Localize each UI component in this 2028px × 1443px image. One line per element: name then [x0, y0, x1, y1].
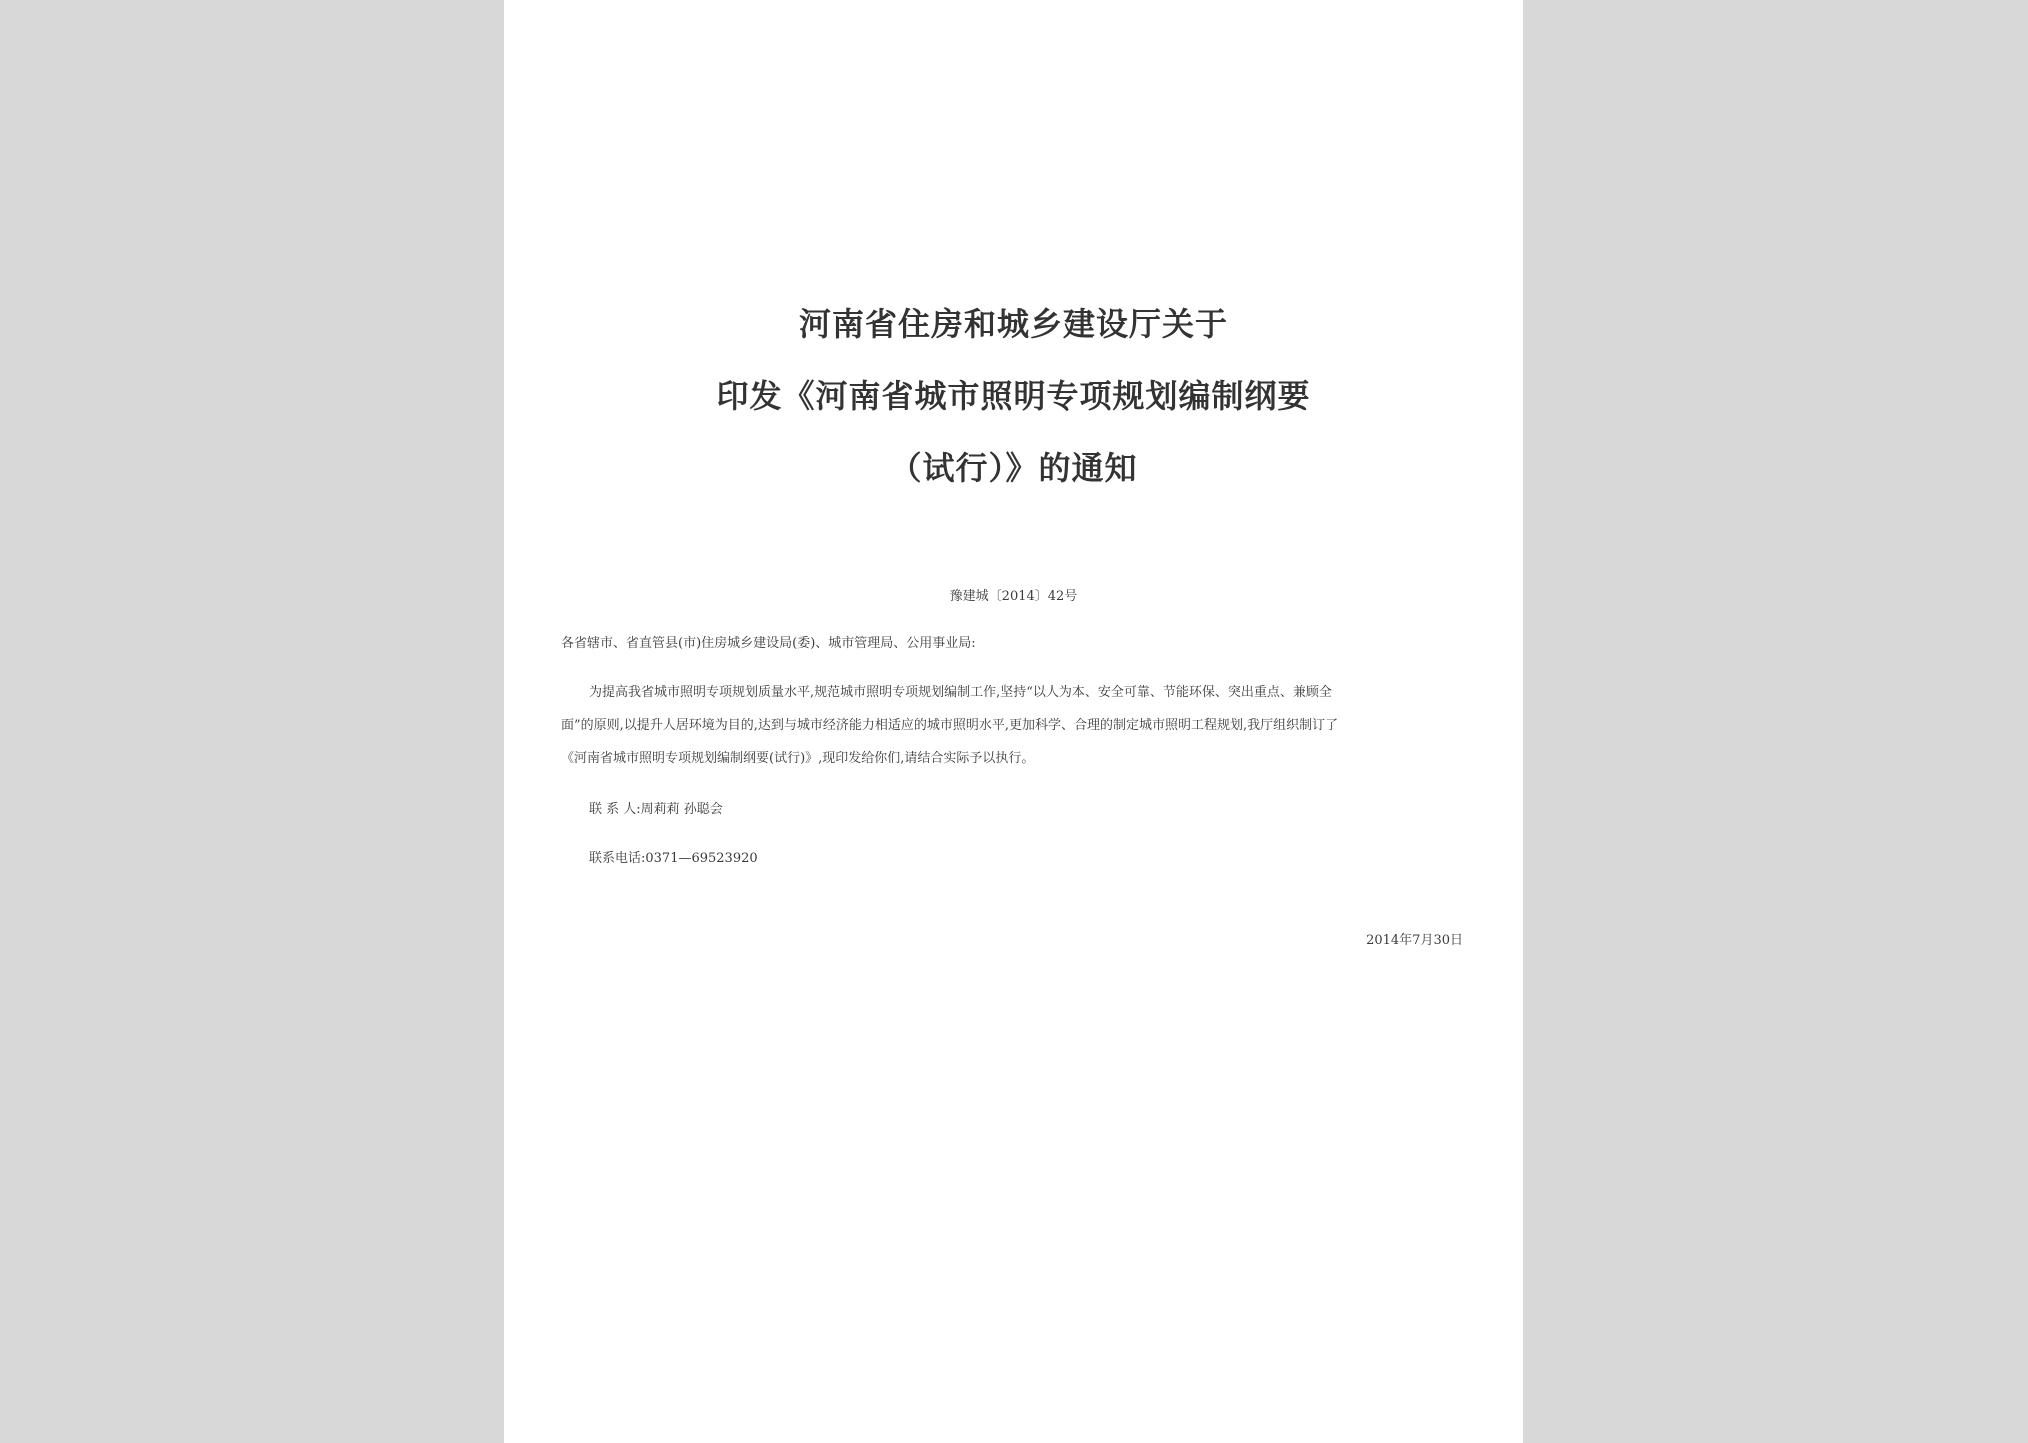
issue-date: 2014年7月30日: [1366, 933, 1463, 948]
document-title: [504, 288, 1523, 504]
contact-person: 联 系 人:周莉莉 孙聪会: [589, 802, 723, 817]
title-line: 印发《河南省城市照明专项规划编制纲要: [716, 377, 1311, 415]
body-line: 为提高我省城市照明专项规划质量水平,规范城市照明专项规划编制工作,坚持“以人为本、安全可靠、节能环保、突出重点、兼顾全: [589, 685, 1332, 700]
body-line: 面”的原则,以提升人居环境为目的,达到与城市经济能力相适应的城市照明水平,更加科学、合理的制定城市照明工程规划,我厅组织制订了: [561, 718, 1339, 733]
title-line: 河南省住房和城乡建设厅关于: [798, 305, 1228, 343]
title-line: （试行）》的通知: [889, 449, 1138, 487]
document-page: [504, 0, 1523, 1443]
document-number: 豫建城〔2014〕42号: [949, 589, 1078, 604]
body-paragraph: [561, 676, 1441, 775]
contact-phone: 联系电话:0371—69523920: [589, 851, 758, 866]
body-line: 《河南省城市照明专项规划编制纲要(试行)》,现印发给你们,请结合实际予以执行。: [561, 751, 1035, 766]
recipients-line: 各省辖市、省直管县(市)住房城乡建设局(委)、城市管理局、公用事业局:: [561, 636, 976, 651]
